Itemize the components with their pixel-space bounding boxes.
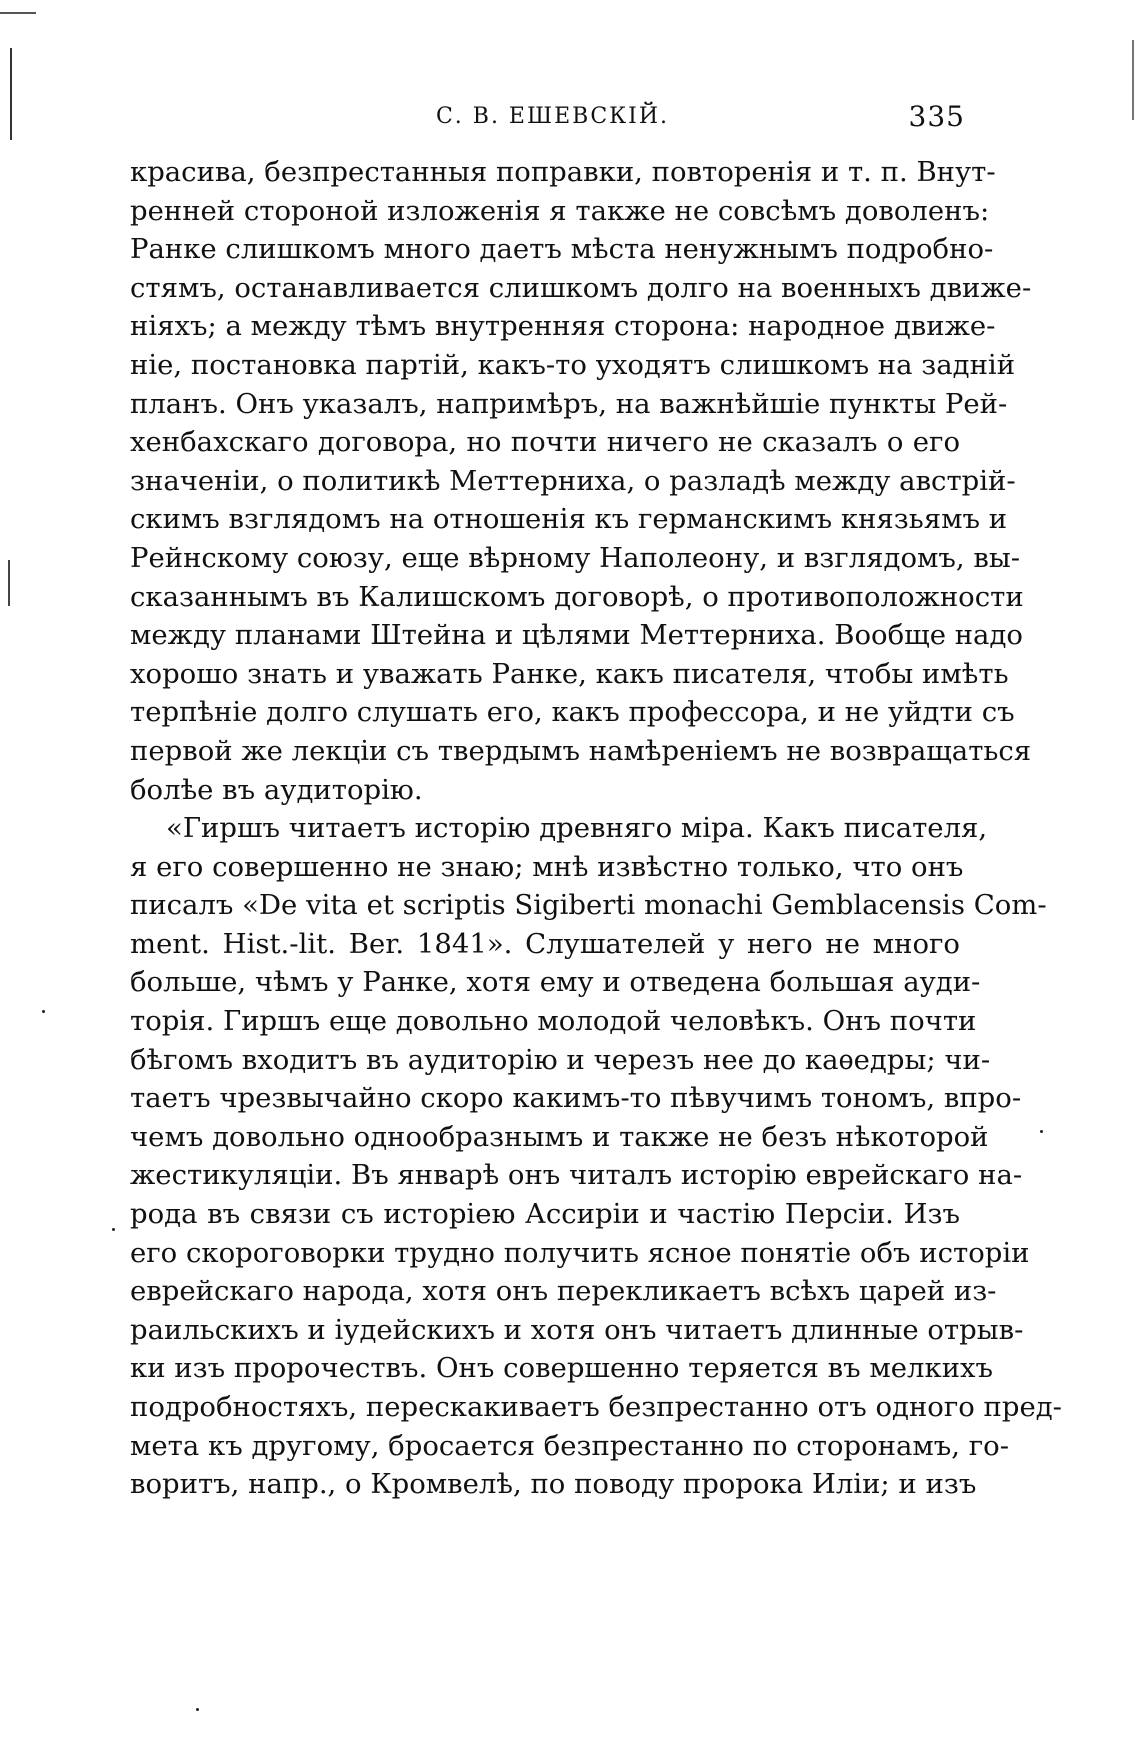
text-line: писалъ «De vita et scriptis Sigiberti monachi Gemblacensis Com- — [130, 889, 1047, 922]
scan-artifact-line — [0, 12, 36, 14]
text-line: стямъ, останавливается слишкомъ долго на военныхъ движе- — [130, 271, 1032, 304]
text-line: Ранке слишкомъ много даетъ мѣста ненужнымъ подробно- — [130, 233, 994, 266]
text-line: рода въ связи съ исторіею Ассиріи и частію Персіи. Изъ — [130, 1198, 960, 1231]
text-line: чемъ довольно однообразнымъ и также не безъ нѣкоторой — [130, 1120, 989, 1153]
text-line: торія. Гиршъ еще довольно молодой человѣкъ. Онъ почти — [130, 1005, 977, 1038]
text-line: терпѣніе долго слушать его, какъ профессора, и не уйдти съ — [130, 696, 1015, 729]
text-line: таетъ чрезвычайно скоро какимъ-то пѣвучимъ тономъ, впро- — [130, 1082, 1022, 1115]
text-line: «Гиршъ читаетъ исторію древняго міра. Какъ писателя, — [166, 812, 988, 845]
body-text — [130, 153, 1062, 1504]
text-line: хорошо знать и уважать Ранке, какъ писателя, чтобы имѣть — [130, 657, 1009, 690]
text-line: первой же лекціи съ твердымъ намѣреніемъ не возвращаться — [130, 734, 1032, 767]
scan-speck — [112, 1228, 115, 1231]
text-line: скимъ взглядомъ на отношенія къ германскимъ князьямъ и — [130, 503, 1008, 536]
text-line: мета къ другому, бросается безпрестанно по сторонамъ, го- — [130, 1429, 1009, 1462]
text-line: планъ. Онъ указалъ, напримѣръ, на важнѣйшіе пункты Рей- — [130, 387, 1008, 420]
text-line: раильскихъ и іудейскихъ и хотя онъ читаетъ длинные отрыв- — [130, 1313, 1024, 1346]
text-line: сказаннымъ въ Калишскомъ договорѣ, о противоположности — [130, 580, 1024, 613]
text-line: болѣе въ аудиторію. — [130, 773, 423, 806]
page-number: 335 — [908, 100, 965, 133]
text-line: ренней стороной изложенія я также не совсѣмъ доволенъ: — [130, 194, 990, 227]
text-line: хенбахскаго договора, но почти ничего не сказалъ о его — [130, 426, 960, 459]
paragraph — [130, 809, 1062, 1504]
text-line: красива, безпрестанныя поправки, повторенія и т. п. Внут- — [130, 156, 996, 188]
text-line: между планами Штейна и цѣлями Меттерниха. Вообще надо — [130, 619, 1023, 652]
running-title: С. В. ЕШЕВСКІЙ. — [435, 104, 670, 129]
text-line: больше, чѣмъ у Ранке, хотя ему и отведена большая ауди- — [130, 966, 981, 999]
text-line: его скороговорки трудно получить ясное понятіе объ исторіи — [130, 1236, 1030, 1269]
running-header — [130, 98, 975, 138]
text-line: еврейскаго народа, хотя онъ перекликаетъ всѣхъ царей из- — [130, 1275, 997, 1308]
scan-edge-mark — [8, 560, 10, 606]
text-line: бѣгомъ входитъ въ аудиторію и черезъ нее до каѳедры; чи- — [130, 1043, 991, 1076]
paragraph — [130, 153, 1032, 809]
scan-edge-mark — [10, 48, 12, 140]
scan-speck — [1040, 1130, 1043, 1133]
text-line: жестикуляціи. Въ январѣ онъ читалъ исторію еврейскаго на- — [130, 1159, 1023, 1192]
text-line: воритъ, напр., о Кромвелѣ, по поводу пророка Иліи; и изъ — [130, 1468, 977, 1501]
text-line: ніяхъ; а между тѣмъ внутренняя сторона: народное движе- — [130, 310, 996, 343]
text-line: ment. Hist.-lit. Ber. 1841». Слушателей у него не много — [130, 927, 960, 960]
text-line: ніе, постановка партій, какъ-то уходятъ слишкомъ на задній — [130, 348, 1016, 381]
text-line: Рейнскому союзу, еще вѣрному Наполеону, и взглядомъ, вы- — [130, 541, 1021, 574]
scan-edge-mark — [1132, 40, 1134, 120]
scan-speck — [42, 1010, 45, 1013]
text-line: ки изъ пророчествъ. Онъ совершенно теряется въ мелкихъ — [130, 1352, 994, 1385]
text-line: значеніи, о политикѣ Меттерниха, о разладѣ между австрій- — [130, 464, 1016, 497]
scan-speck — [196, 1708, 199, 1711]
text-line: подробностяхъ, перескакиваетъ безпрестанно отъ одного пред- — [130, 1391, 1062, 1423]
text-line: я его совершенно не знаю; мнѣ извѣстно только, что онъ — [130, 850, 964, 883]
